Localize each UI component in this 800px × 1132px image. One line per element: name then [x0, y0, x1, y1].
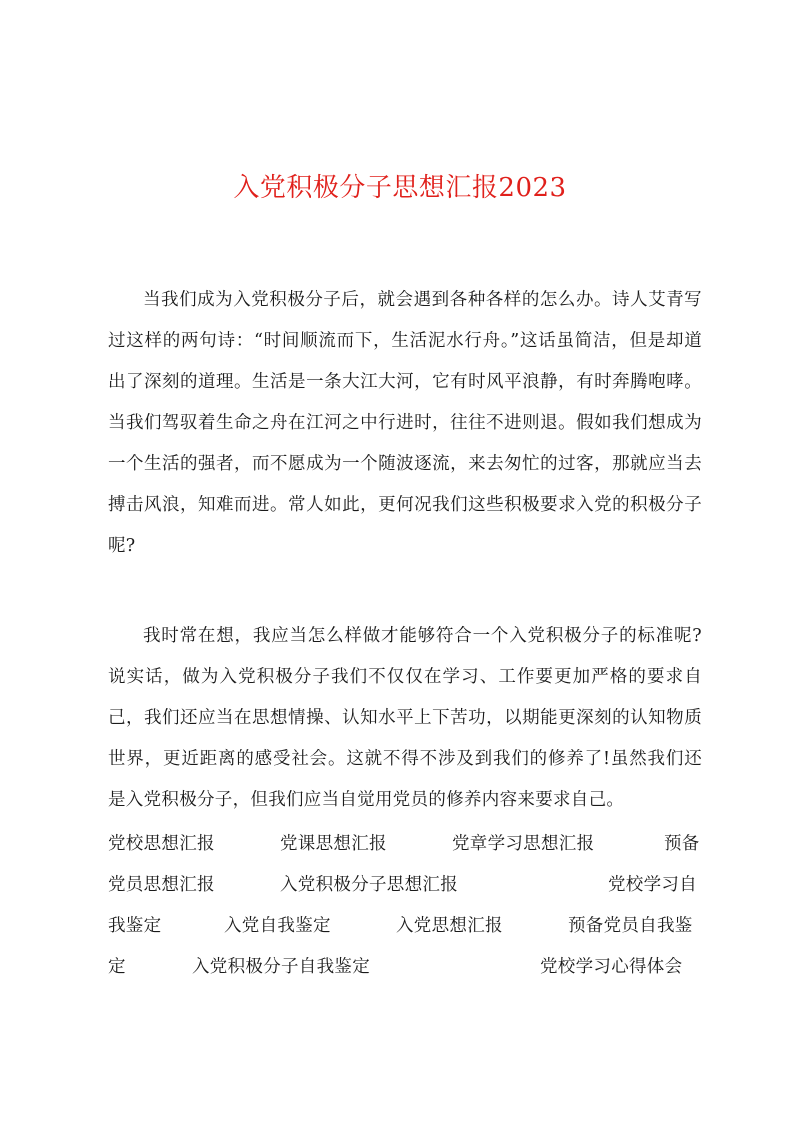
link-rudang-sixiang-huibao[interactable]: 入党思想汇报: [396, 916, 503, 936]
link-dangxiao-xuexi-zi-part1[interactable]: 党校学习自: [608, 875, 697, 895]
link-dangxiao-xuexi-zi-part2[interactable]: 我鉴定: [108, 916, 162, 936]
related-links-row: [108, 906, 702, 947]
related-links-row: [108, 947, 702, 988]
link-yubei-part1[interactable]: 预备: [664, 834, 700, 854]
link-yubei-dangyuan-ziwo-jianding-part1[interactable]: 预备党员自我鉴: [568, 916, 693, 936]
link-dangxiao-xuexi-xinde-tihui[interactable]: 党校学习心得体会: [540, 957, 683, 977]
link-yubei-dangyuan-sixiang-huibao[interactable]: 党员思想汇报: [108, 875, 215, 895]
link-rudang-jiji-fenzi-sixiang-huibao[interactable]: 入党积极分子思想汇报: [280, 875, 458, 895]
related-links-row: [108, 865, 702, 906]
related-links-row: [108, 824, 702, 865]
link-rudang-jiji-fenzi-ziwo-jianding[interactable]: 入党积极分子自我鉴定: [192, 957, 370, 977]
link-rudang-ziwo-jianding[interactable]: 入党自我鉴定: [224, 916, 331, 936]
link-dangzhang-xuexi-sixiang-huibao[interactable]: 党章学习思想汇报: [452, 834, 595, 854]
link-yubei-dangyuan-ziwo-jianding-part2[interactable]: 定: [108, 957, 126, 977]
link-dangke-sixiang-huibao[interactable]: 党课思想汇报: [280, 834, 387, 854]
link-dangxiao-sixiang-huibao[interactable]: 党校思想汇报: [108, 834, 215, 854]
document-title: 入党积极分子思想汇报2023: [233, 173, 567, 203]
paragraph-1: 当我们成为入党积极分子后，就会遇到各种各样的怎么办。诗人艾青写过这样的两句诗：“时间顺流而下，生活泥水行舟。”这话虽简洁，但是却道出了深刻的道理。生活是一条大江大河，它有时风平浪静，有时奔腾咆哮。当我们驾驭着生命之舟在江河之中行进时，往往不进则退。假如我们想成为一个生活的强者，而不愿成为一个随波逐流，来去匆忙的过客，那就应当去搏击风浪，知难而进。常人如此，更何况我们这些积极要求入党的积极分子呢?: [108, 290, 702, 556]
paragraph-2: 我时常在想，我应当怎么样做才能够符合一个入党积极分子的标准呢?说实话，做为入党积极分子我们不仅仅在学习、工作要更加严格的要求自己，我们还应当在思想情操、认知水平上下苦功，以期能更深刻的认知物质世界，更近距离的感受社会。这就不得不涉及到我们的修养了!虽然我们还是入党积极分子，但我们应当自觉用党员的修养内容来要求自己。: [108, 626, 702, 810]
related-links: [108, 824, 702, 988]
